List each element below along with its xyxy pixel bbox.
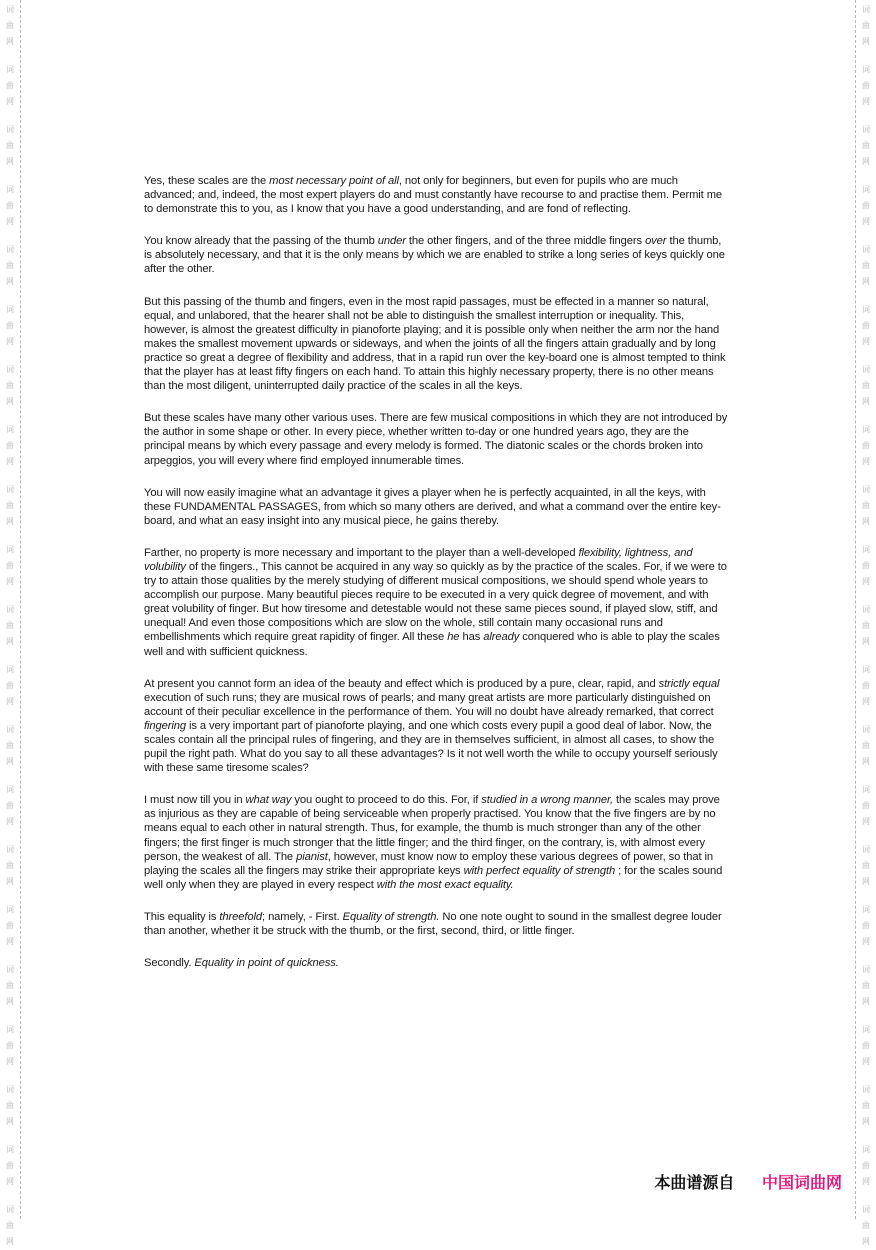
side-watermark-glyphs: 词 曲 网 [862, 965, 870, 1006]
side-watermark-glyphs: 词 曲 网 [6, 845, 14, 886]
italic-phrase: under [377, 235, 406, 248]
text-run: I must now till you in [144, 794, 246, 807]
footer-source-label: 本曲谱源自 [654, 1173, 735, 1192]
italic-phrase: what way [245, 794, 292, 807]
side-watermark-glyphs: 词 曲 网 [6, 1145, 14, 1186]
text-run: you ought to proceed to do this. For, if [291, 794, 482, 807]
italic-phrase: he [447, 631, 460, 644]
text-run: of the fingers., This cannot be acquired in any way so quickly as by the practice of the scales. For, if we were to try to attain those qualities by the merely studying of different musical compositions, we should spend whole years to accomplish our purpose. Many beautiful pieces require to be executed in a very quick degree of movement, and with great volubility of finger. But how tiresome and detestable would not these same pieces sound, if played slow, stiff, and unequal! And even those compositions which are slow on the whole, still contain many occasional runs and embellishments which require great rapidity of finger. All these [144, 560, 727, 644]
side-watermark-glyphs: 词 曲 网 [6, 725, 14, 766]
side-watermark-glyphs: 词 曲 网 [862, 725, 870, 766]
side-watermark-glyphs: 词 曲 网 [6, 605, 14, 646]
side-watermark-glyphs: 词 曲 网 [862, 1145, 870, 1186]
side-watermark-glyphs: 词 曲 网 [862, 845, 870, 886]
side-watermark-glyphs: 词 曲 网 [862, 1025, 870, 1066]
body-paragraph [144, 677, 730, 776]
body-paragraph [144, 546, 730, 659]
side-watermark-glyphs: 词 曲 网 [862, 605, 870, 646]
text-run: But this passing of the thumb and fingers, even in the most rapid passages, must be effected in a manner so natural, equal, and unlabored, that the hearer shall not be able to distinguish the smallest interruption or inequality. This, however, is almost the greatest difficulty in pianoforte playing; and it is possible only when neither the arm nor the hand makes the smallest movement upwards or sideways, and when the joints of all the fingers attain gradually and by long practice so great a degree of flexibility and address, that in a rapid run over the key-board one is almost tempted to think that the player has at least fifty fingers on each hand. To attain this highly necessary property, there is no other means than the most diligent, uninterrupted daily practice of the scales in all the keys. [144, 295, 726, 393]
side-watermark-glyphs: 词 曲 网 [862, 425, 870, 466]
body-paragraph [144, 174, 730, 216]
side-watermark-glyphs: 词 曲 网 [6, 545, 14, 586]
italic-phrase: threefold [219, 910, 263, 923]
side-watermark-glyphs: 词 曲 网 [862, 65, 870, 106]
body-paragraph [144, 793, 730, 892]
side-watermark-glyphs: 词 曲 网 [862, 485, 870, 526]
text-run: Secondly. [144, 957, 195, 970]
side-watermark-glyphs: 词 曲 网 [6, 65, 14, 106]
text-run: Farther, no property is more necessary and important to the player than a well-developed [144, 546, 579, 559]
side-watermark-glyphs: 词 曲 网 [6, 425, 14, 466]
text-run: You will now easily imagine what an advantage it gives a player when he is perfectly acquainted, in all the keys, with these FUNDAMENTAL PASSAGES, from which so many others are derived, and what a command over the entire key-board, and what an easy insight into any musical piece, he gains thereby. [144, 486, 721, 527]
side-watermark-glyphs: 词 曲 网 [6, 1085, 14, 1126]
side-watermark-glyphs: 词 曲 网 [862, 785, 870, 826]
italic-phrase: pianist [296, 850, 328, 863]
footer-site-link[interactable]: 中国词曲网 [761, 1173, 842, 1192]
text-run: ; for the scales sound well only when they are played in every respect [144, 864, 723, 891]
side-watermark-glyphs: 词 曲 网 [862, 905, 870, 946]
side-watermark-glyphs: 词 曲 网 [6, 905, 14, 946]
side-watermark-glyphs: 词 曲 网 [862, 5, 870, 46]
text-run: the other fingers, and of the three middle fingers [405, 235, 646, 248]
italic-phrase: over [645, 235, 667, 248]
side-watermark-glyphs: 词 曲 网 [862, 665, 870, 706]
text-run: Yes, these scales are the [144, 175, 270, 187]
italic-phrase: fingering [144, 719, 187, 732]
italic-phrase: with the most exact equality. [376, 878, 514, 891]
side-watermark-glyphs: 词 曲 网 [862, 125, 870, 166]
italic-phrase: already [483, 631, 520, 644]
italic-phrase: Equality in point of quickness. [194, 957, 339, 970]
body-paragraph [144, 411, 730, 467]
text-run: You know already that the passing of the thumb [144, 235, 378, 248]
body-paragraph [144, 295, 730, 394]
side-watermark-glyphs: 词 曲 网 [6, 1205, 14, 1246]
side-watermark-glyphs: 词 曲 网 [862, 185, 870, 226]
source-footer [654, 1170, 842, 1193]
side-watermark-glyphs: 词 曲 网 [6, 365, 14, 406]
side-watermark-glyphs: 词 曲 网 [6, 5, 14, 46]
side-watermark-glyphs: 词 曲 网 [6, 1025, 14, 1066]
side-watermark-glyphs: 词 曲 网 [862, 365, 870, 406]
document-body [144, 174, 730, 988]
side-watermark-glyphs: 词 曲 网 [862, 305, 870, 346]
side-watermark-glyphs: 词 曲 网 [862, 245, 870, 286]
text-run: is a very important part of pianoforte playing, and one which costs every pupil a good deal of labor. Now, the scales contain all the principal rules of fingering, and they are in themselves sufficient, in almost all cases, to show the pupil the right path. What do you say to all these advantages? Is it not well worth the while to occupy yourself seriously with these same tiresome scales? [144, 719, 718, 775]
body-paragraph [144, 234, 730, 276]
side-watermark-glyphs: 词 曲 网 [862, 545, 870, 586]
italic-phrase: most necessary point of all [269, 175, 399, 187]
body-paragraph [144, 956, 730, 970]
side-watermark-glyphs: 词 曲 网 [6, 305, 14, 346]
side-watermark-glyphs: 词 曲 网 [862, 1085, 870, 1126]
side-watermark-glyphs: 词 曲 网 [6, 965, 14, 1006]
text-run: ; namely, - First. [262, 910, 343, 923]
italic-phrase: Equality of strength. [342, 910, 440, 923]
text-run: At present you cannot form an idea of the beauty and effect which is produced by a pure, clear, rapid, and [144, 677, 659, 690]
body-paragraph [144, 486, 730, 528]
text-run: This equality is [144, 910, 220, 923]
text-run: the scales may prove as injurious as they are capable of being serviceable when properly practised. You know that the five fingers are by no means equal to each other in natural strength. Thus, for example, the thumb is much stronger than any of the other fingers; the first finger is much stronger that the little finger; and the third finger, on the contrary, is, with almost every person, the weakest of all. The [144, 794, 720, 863]
text-run: , however, must know now to employ these various degrees of power, so that in playing the scales all the fingers may strike their appropriate keys [144, 850, 714, 877]
side-watermark-glyphs: 词 曲 网 [862, 1205, 870, 1246]
side-watermark-glyphs: 词 曲 网 [6, 485, 14, 526]
side-watermark-glyphs: 词 曲 网 [6, 125, 14, 166]
text-run: conquered who is able to play the scales well and with sufficient quickness. [144, 631, 720, 658]
side-watermark-glyphs: 词 曲 网 [6, 245, 14, 286]
text-run: execution of such runs; they are musical rows of pearls; and many great artists are more particularly distinguished on account of their peculiar excellence in the performance of them. You will no doubt have already remarked, that correct [144, 691, 714, 718]
body-paragraph [144, 910, 730, 938]
text-run: has [459, 631, 484, 644]
side-watermark-glyphs: 词 曲 网 [6, 185, 14, 226]
text-run: But these scales have many other various uses. There are few musical compositions in which they are not introduced by the author in some shape or other. In every piece, whether written to-day or one hundred years ago, they are the principal means by which every passage and every melody is formed. The diatonic scales or the chords broken into arpeggios, you will every where find employed innumerable times. [144, 412, 728, 467]
text-run: the thumb, is absolutely necessary, and that it is the only means by which we are enabled to strike a long series of keys quickly one after the other. [144, 235, 725, 276]
side-watermark-glyphs: 词 曲 网 [6, 665, 14, 706]
italic-phrase: strictly equal [658, 677, 720, 690]
italic-phrase: studied in a wrong manner, [481, 794, 613, 807]
italic-phrase: with perfect equality of strength [463, 864, 616, 877]
text-run: No one note ought to sound in the smallest degree louder than another, whether it be struck with the thumb, or the first, second, third, or little finger. [144, 910, 722, 938]
text-run: , not only for beginners, but even for pupils who are much advanced; and, indeed, the most expert players do and must constantly have recourse to and practise them. Permit me to demonstrate this to you, as I know that you have a good understanding, and are fond of reflecting. [144, 175, 723, 216]
italic-phrase: flexibility, lightness, and volubility [144, 546, 693, 573]
side-watermark-glyphs: 词 曲 网 [6, 785, 14, 826]
